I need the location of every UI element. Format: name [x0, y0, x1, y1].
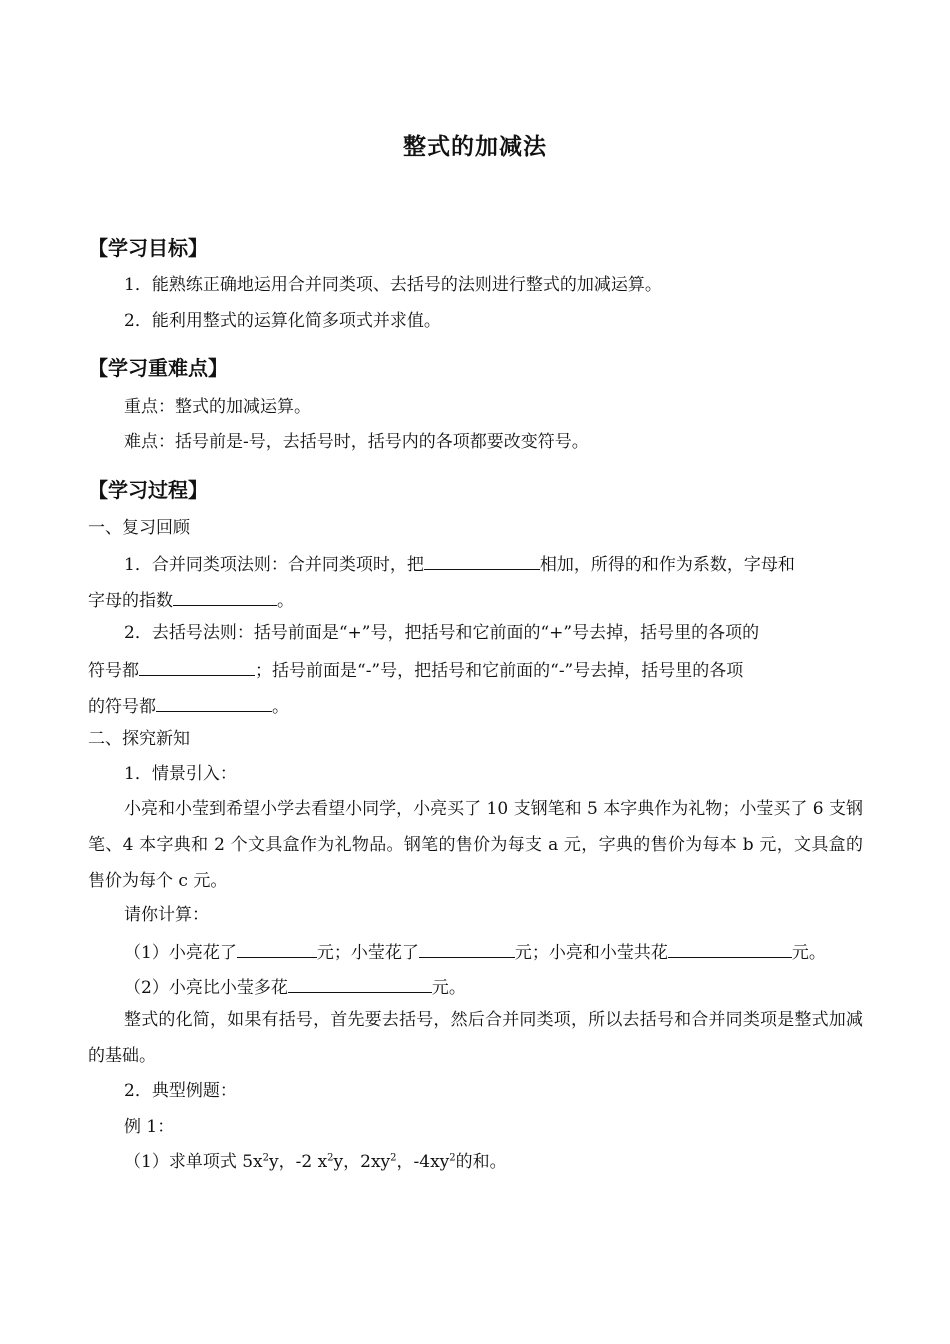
review-title: 一、复习回顾	[88, 518, 190, 538]
summary-paragraph: 整式的化简，如果有括号，首先要去括号，然后合并同类项，所以去括号和合并同类项是整式加减的基础。	[88, 1010, 863, 1066]
rule1-blank-1	[424, 551, 540, 570]
scene-title: 1．情景引入：	[124, 764, 237, 784]
ex1-exponent: 2	[327, 1152, 334, 1164]
scene-paragraph: 小亮和小莹到希望小学去看望小同学，小亮买了 10 支钢笔和 5 本字典作为礼物；小莹买了 6 支钢笔、4 本字典和 2 个文具盒作为礼物品。钢笔的售价为每支 a 元，字典的售价为每本 b 元，文具盒的售价为每个 c 元。	[88, 799, 863, 891]
goal-item: 1．能熟练正确地运用合并同类项、去括号的法则进行整式的加减运算。	[124, 275, 662, 295]
example-label: 例 1：	[124, 1117, 175, 1137]
q2-blank	[288, 974, 432, 993]
q1-text-b: 元；小莹花了	[316, 943, 419, 963]
q1-text-d: 元。	[791, 943, 826, 963]
q1-blank-1	[237, 939, 317, 958]
rule2-blank-1	[139, 657, 255, 676]
explore-title: 二、探究新知	[88, 729, 190, 749]
goals-heading: 【学习目标】	[88, 236, 208, 260]
process-heading: 【学习过程】	[88, 478, 208, 502]
rule1-text-d: 。	[277, 591, 294, 611]
rule2-text-c: ；括号前面是“-”号，把括号和它前面的“-”号去掉，括号里的各项	[255, 661, 744, 681]
ex1-exponent: 2	[390, 1152, 397, 1164]
q1-blank-2	[419, 939, 515, 958]
rule2-text-d: 的符号都	[88, 697, 156, 717]
ex1-text-d: ，-4xy	[396, 1152, 450, 1172]
example-1-question	[124, 1151, 507, 1173]
rule1-blank-2	[173, 587, 277, 606]
ex1-text-a: （1）求单项式 5x	[124, 1152, 263, 1172]
rule2-text-b: 符号都	[88, 661, 139, 681]
q2-text-b: 元。	[431, 978, 466, 998]
ask-line: 请你计算：	[124, 905, 209, 925]
rule2-line2	[88, 657, 743, 682]
rule2-line1: 2．去括号法则：括号前面是“+”号，把括号和它前面的“+”号去掉，括号里的各项的	[124, 623, 760, 643]
page-title: 整式的加减法	[403, 134, 547, 160]
q2-text-a: （2）小亮比小莹多花	[124, 978, 288, 998]
ex1-exponent: 2	[262, 1152, 269, 1164]
rule1-text-b: 相加，所得的和作为系数，字母和	[539, 555, 795, 575]
question-2	[124, 974, 466, 999]
rule1-text-a: 1．合并同类项法则：合并同类项时，把	[124, 555, 424, 575]
q1-blank-3	[668, 939, 792, 958]
ex1-exponent: 2	[449, 1152, 456, 1164]
difficulty-heading: 【学习重难点】	[88, 356, 228, 380]
rule2-line3	[88, 693, 289, 718]
question-1	[124, 939, 826, 964]
rule1-line2	[88, 587, 294, 612]
ex1-text-c: y，2xy	[333, 1152, 391, 1172]
key-point: 重点：整式的加减运算。	[124, 397, 311, 417]
example-title: 2．典型例题：	[124, 1081, 237, 1101]
ex1-text-e: 的和。	[455, 1152, 507, 1172]
rule1-text-c: 字母的指数	[88, 591, 173, 611]
rule1-line1	[124, 551, 795, 576]
rule2-text-e: 。	[272, 697, 289, 717]
goal-item: 2．能利用整式的运算化简多项式并求值。	[124, 311, 441, 331]
q1-text-c: 元；小亮和小莹共花	[514, 943, 668, 963]
q1-text-a: （1）小亮花了	[124, 943, 237, 963]
rule2-blank-2	[156, 693, 272, 712]
difficult-point: 难点：括号前是-号，去括号时，括号内的各项都要改变符号。	[124, 432, 589, 452]
ex1-text-b: y，-2 x	[269, 1152, 328, 1172]
